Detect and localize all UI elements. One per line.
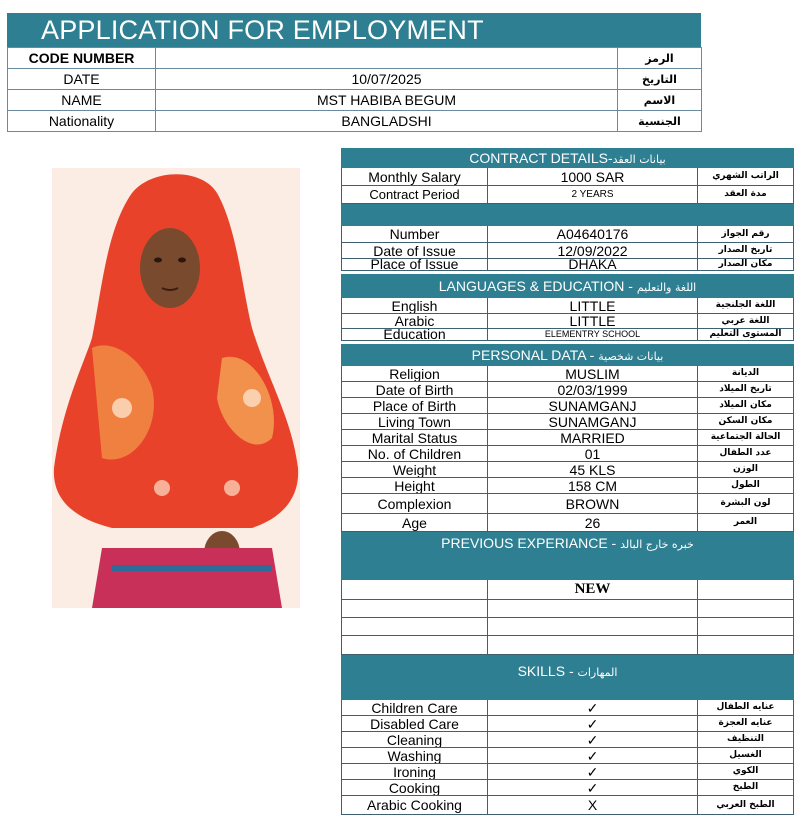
personal-row [341,366,794,382]
experience-header-ar: خبره خارج البالد [620,538,694,551]
top-info-table [7,47,702,132]
education-value: ELEMENTRY SCHOOL [488,329,698,340]
skill-label-ar: الكوي [732,766,759,776]
contract-header-ar: بيانات العقد [612,153,666,166]
experience-empty-cell [488,618,698,635]
code-number-label: CODE NUMBER [8,48,156,69]
contract-period-row [341,186,794,204]
skill-value: X [488,796,698,814]
personal-value: 02/03/1999 [488,382,698,397]
experience-empty-row [341,636,794,655]
personal-value: SUNAMGANJ [488,398,698,413]
applicant-photo-illustration [52,168,300,608]
experience-status-row [341,580,794,600]
personal-label: Place of Birth [342,398,488,413]
skill-label-ar: عنايه الطفال [716,702,775,712]
skill-row [341,780,794,796]
experience-empty-cell [342,600,488,617]
skill-row [341,764,794,780]
personal-header [341,344,794,366]
nationality-label: Nationality [8,111,156,132]
place-of-issue-label: Place of Issue [342,259,488,270]
code-number-label-ar: الرمز [618,48,702,69]
passport-number-label-ar: رقم الجواز [721,228,770,239]
skill-label-ar: الطبخ [732,782,759,792]
contract-header-en: CONTRACT DETAILS- [469,150,613,166]
applicant-photo [52,168,300,608]
skill-label: Arabic Cooking [342,796,488,814]
skill-label: Children Care [342,700,488,715]
name-label-ar: الاسم [618,90,702,111]
personal-label: Complexion [342,494,488,513]
education-row [341,329,794,341]
skill-label: Cleaning [342,732,488,747]
skill-label-ar: الطبخ العربي [716,799,775,810]
personal-value: BROWN [488,494,698,513]
experience-status-cell-1 [342,580,488,599]
english-row [341,298,794,314]
personal-label: Date of Birth [342,382,488,397]
skill-value: ✓ [488,732,698,747]
passport-number-label: Number [342,226,488,242]
contract-header [341,148,794,168]
skill-row [341,700,794,716]
personal-row [341,414,794,430]
personal-row [341,398,794,414]
personal-label-ar: لون البشرة [720,498,771,508]
date-of-issue-label: Date of Issue [342,243,488,258]
monthly-salary-label: Monthly Salary [342,168,488,185]
personal-label: Marital Status [342,430,488,445]
skill-value: ✓ [488,764,698,779]
personal-row [341,478,794,494]
skill-label: Cooking [342,780,488,795]
date-row [8,69,702,90]
experience-empty-cell [698,600,793,617]
personal-value: MUSLIM [488,366,698,381]
personal-value: 01 [488,446,698,461]
skill-label-ar: عنايه العجزة [718,718,773,728]
experience-empty-cell [342,618,488,635]
personal-value: SUNAMGANJ [488,414,698,429]
date-label: DATE [8,69,156,90]
personal-label-ar: الديانة [731,368,760,378]
monthly-salary-value: 1000 SAR [488,168,698,185]
name-label: NAME [8,90,156,111]
personal-value: 158 CM [488,478,698,493]
passport-number-row [341,226,794,243]
date-of-issue-value: 12/09/2022 [488,243,698,258]
code-number-value [156,48,618,69]
experience-empty-cell [488,636,698,654]
contract-period-label: Contract Period [342,186,488,203]
nationality-label-ar: الجنسية [618,111,702,132]
english-value: LITTLE [488,298,698,313]
personal-label-ar: العمر [733,517,758,527]
personal-row [341,446,794,462]
english-label-ar: اللغة الجلنجية [715,300,776,310]
skills-header-en: SKILLS - [517,663,574,679]
personal-label: Religion [342,366,488,381]
english-label: English [342,298,488,313]
personal-header-en: PERSONAL DATA - [471,347,595,363]
languages-header-ar: اللغة والتعليم [636,281,697,294]
nationality-value: BANGLADSHI [156,111,618,132]
personal-label-ar: عدد الطفال [719,448,772,458]
skill-label: Washing [342,748,488,763]
skill-value: ✓ [488,780,698,795]
skill-value: ✓ [488,716,698,731]
personal-label: Age [342,514,488,531]
education-label: Education [342,329,488,340]
personal-header-ar: بيانات شخصية [598,350,664,363]
experience-header [341,532,794,580]
languages-header-en: LANGUAGES & EDUCATION - [438,278,633,294]
date-label-ar: التاريخ [618,69,702,90]
experience-status-cell-3 [698,580,793,599]
experience-empty-cell [698,636,793,654]
personal-label-ar: تاريخ الميلاد [719,384,772,394]
experience-empty-row [341,618,794,636]
personal-label: No. of Children [342,446,488,461]
personal-row [341,494,794,514]
place-of-issue-label-ar: مكان الصدار [718,259,773,269]
contract-period-label-ar: مدة العقد [724,189,767,199]
monthly-salary-label-ar: الراتب الشهري [712,171,779,181]
skills-header [341,655,794,700]
personal-label: Height [342,478,488,493]
personal-row [341,382,794,398]
personal-row [341,462,794,478]
experience-header-en: PREVIOUS EXPERIANCE - [441,535,617,551]
education-label-ar: المستوى التعليم [709,329,782,339]
skill-label: Disabled Care [342,716,488,731]
monthly-salary-row [341,168,794,186]
experience-empty-cell [342,636,488,654]
arabic-label-ar: اللغة عربي [721,315,770,326]
personal-label: Living Town [342,414,488,429]
skill-row [341,748,794,764]
arabic-label: Arabic [342,314,488,328]
personal-row [341,430,794,446]
code-number-row [8,48,702,69]
skill-value: ✓ [488,748,698,763]
skill-value: ✓ [488,700,698,715]
name-row [8,90,702,111]
personal-label: Weight [342,462,488,477]
personal-value: 45 KLS [488,462,698,477]
date-of-issue-label-ar: تاريخ الصدار [718,245,773,255]
passport-header [341,204,794,226]
skill-label-ar: الغسيل [729,750,762,760]
skill-row [341,796,794,815]
personal-label-ar: الوزن [733,464,758,474]
personal-label-ar: الطول [731,480,760,490]
skills-header-ar: المهارات [577,666,618,679]
personal-row [341,514,794,532]
experience-empty-row [341,600,794,618]
experience-empty-cell [698,618,793,635]
contract-period-value: 2 YEARS [488,186,698,203]
name-value: MST HABIBA BEGUM [156,90,618,111]
personal-label-ar: الحالة الجتماعية [710,432,781,442]
personal-value: 26 [488,514,698,531]
personal-value: MARRIED [488,430,698,445]
skill-label-ar: التنظيف [727,734,764,744]
place-of-issue-value: DHAKA [488,259,698,270]
arabic-value: LITTLE [488,314,698,328]
place-of-issue-row [341,259,794,271]
skill-row [341,716,794,732]
date-value: 10/07/2025 [156,69,618,90]
date-of-issue-row [341,243,794,259]
experience-status: NEW [488,580,698,599]
skill-row [341,732,794,748]
experience-empty-cell [488,600,698,617]
passport-number-value: A04640176 [488,226,698,242]
page-title: APPLICATION FOR EMPLOYMENT [7,13,701,47]
personal-label-ar: مكان السكن [718,416,773,426]
arabic-row [341,314,794,329]
personal-label-ar: مكان الميلاد [719,400,772,410]
skill-label: Ironing [342,764,488,779]
nationality-row [8,111,702,132]
languages-header [341,274,794,298]
